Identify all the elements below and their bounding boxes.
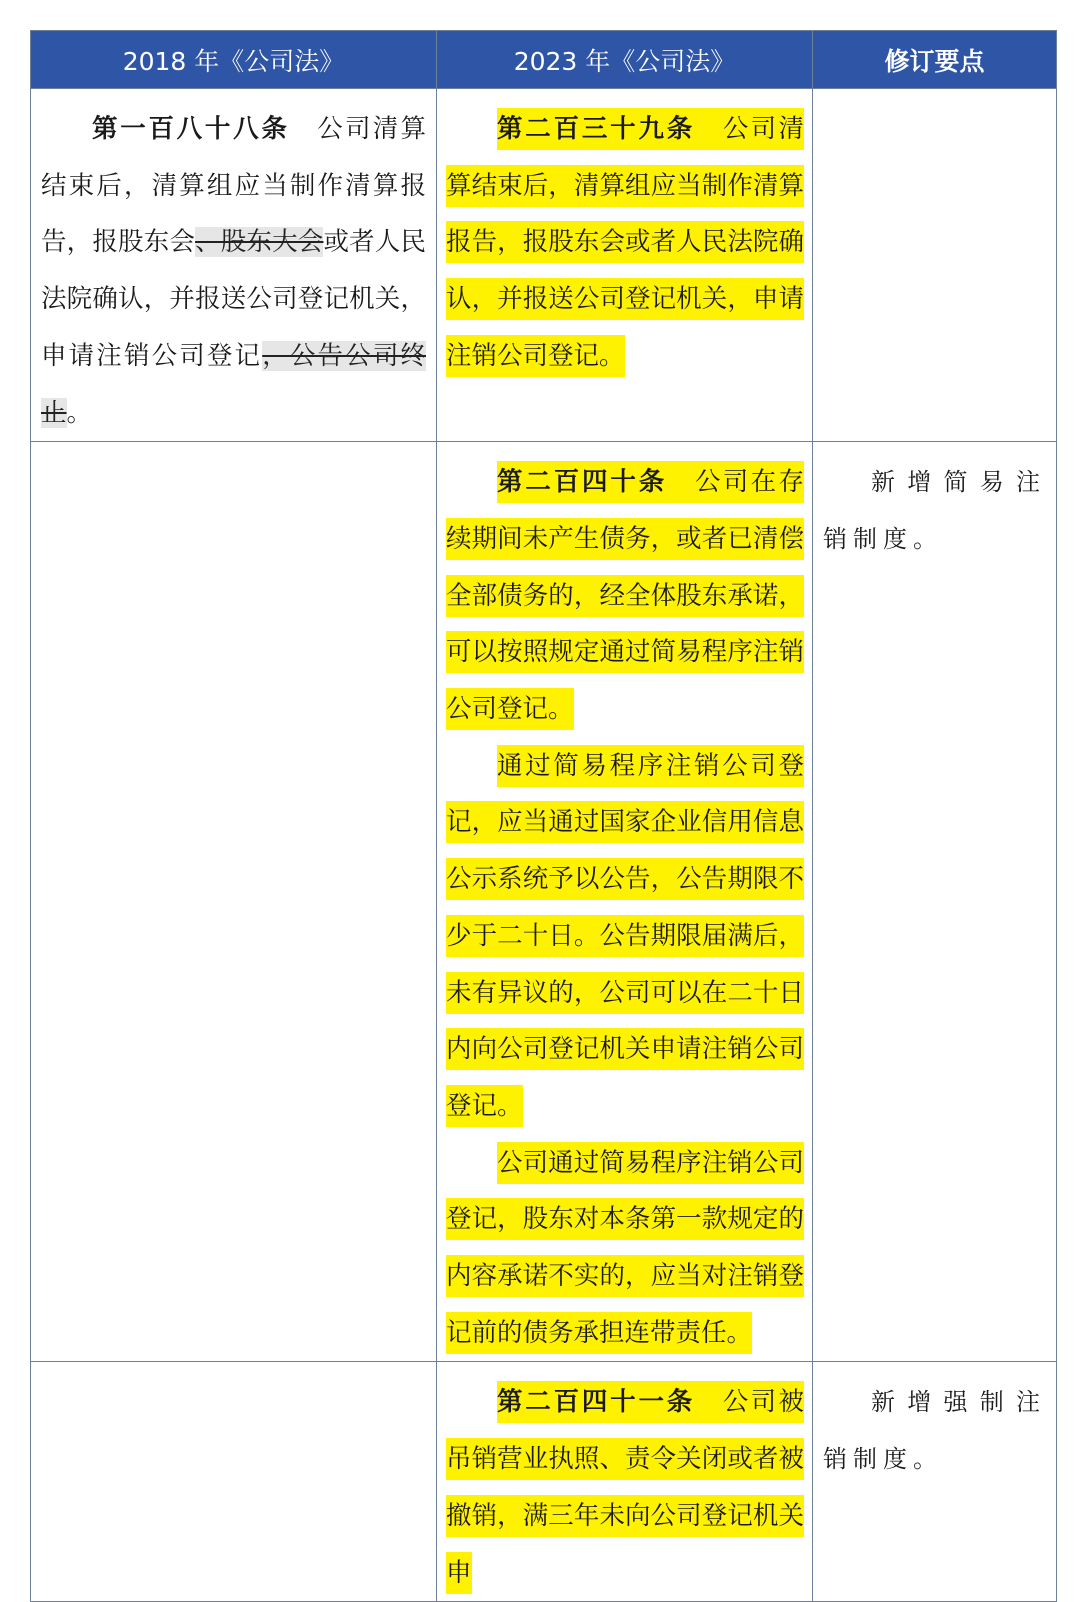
header-2023-law: 2023 年《公司法》 [437,31,813,89]
new-article-text: 第二百三十九条 公司清算结束后，清算组应当制作清算报告，报股东会或者人民法院确认，并报送公司登记机关，申请注销公司登记。 [446,101,804,385]
table-header-row [31,31,1057,89]
new-law-cell [437,1362,813,1602]
new-article-paragraph: 公司通过简易程序注销公司登记，股东对本条第一款规定的内容承诺不实的，应当对注销登记前的债务承担连带责任。 [446,1135,804,1362]
old-law-cell [31,89,437,442]
revision-note: 新增强制注销制度。 [823,1388,1046,1474]
revision-note: 新增简易注销制度。 [823,468,1046,553]
new-law-cell [437,442,813,1362]
revision-note-cell [813,89,1057,442]
new-article-text: 第二百四十条 公司在存续期间未产生债务，或者已清偿全部债务的，经全体股东承诺，可以按照规定通过简易程序注销公司登记。 [446,454,804,738]
table-row [31,89,1057,442]
revision-note-cell [813,1362,1057,1602]
old-article-text: 第一百八十八条 公司清算结束后，清算组应当制作清算报告，报股东会、股东大会或者人民法院确认，并报送公司登记机关，申请注销公司登记，公告公司终止。 [41,114,426,428]
old-law-cell [31,442,437,1362]
deleted-text: 、股东大会 [195,227,324,258]
header-2018-law: 2018 年《公司法》 [31,31,437,89]
new-article-paragraph: 通过简易程序注销公司登记，应当通过国家企业信用信息公示系统予以公告，公告期限不少于二十日。公告期限届满后，未有异议的，公司可以在二十日内向公司登记机关申请注销公司登记。 [446,738,804,1135]
table-row [31,442,1057,1362]
deleted-text: ，公告公司终止 [41,340,426,428]
table-row [31,1362,1057,1602]
new-law-cell [437,89,813,442]
revision-note-cell [813,442,1057,1362]
law-comparison-table [30,30,1057,1602]
old-law-cell [31,1362,437,1602]
new-article-number: 第二百四十条 [497,467,668,498]
header-revision-notes: 修订要点 [813,31,1057,89]
new-article-number: 第二百三十九条 [497,114,696,144]
new-article-text: 第二百四十一条 公司被吊销营业执照、责令关闭或者被撤销，满三年未向公司登记机关申 [446,1374,804,1601]
new-article-number: 第二百四十一条 [497,1387,696,1418]
old-article-number: 第一百八十八条 [92,114,290,144]
